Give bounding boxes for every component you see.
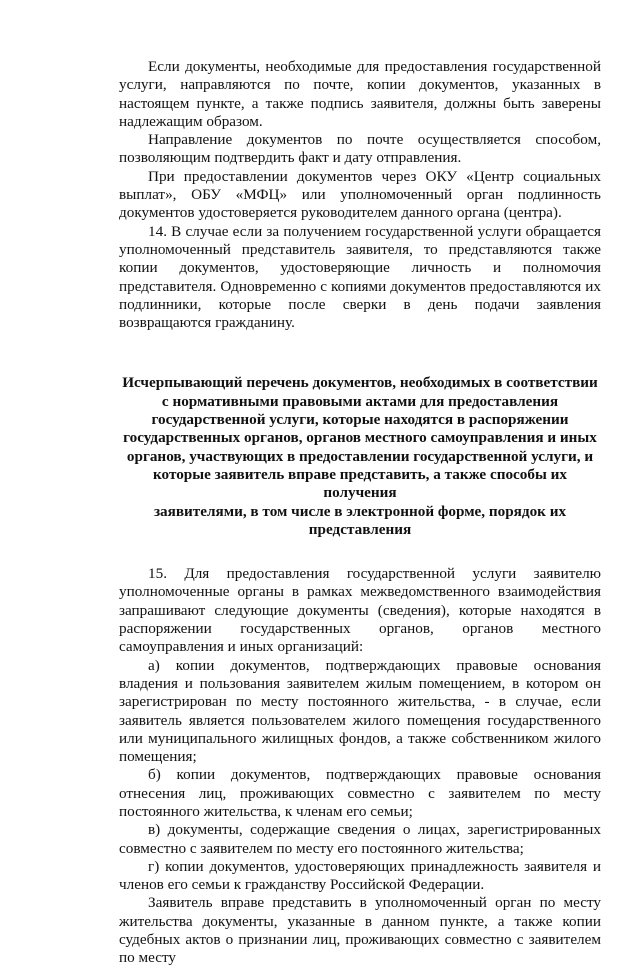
heading-line: с нормативными правовыми актами для предоставления: [161, 392, 559, 410]
paragraph-15: 15. Для предоставления государственной услуги заявителю уполномоченные органы в рамках межведомственного взаимодействия запрашивают следующие документы (сведения), которые находятся в распоряжении государственных органов, органов местного самоуправления и иных организаций:: [119, 565, 601, 656]
list-item-b: б) копии документов, подтверждающих правовые основания отнесения лиц, проживающих совместно с заявителем по месту постоянного жительства, к членам его семьи;: [119, 766, 601, 820]
paragraph-mail-method: Направление документов по почте осуществляется способом, позволяющим подтвердить факт и дату отправления.: [119, 131, 601, 167]
heading-line: государственной услуги, которые находятся в распоряжении: [151, 411, 569, 429]
paragraph-applicant-right: Заявитель вправе представить в уполномоченный орган по месту жительства документы, указанные в данном пункте, а также копии судебных актов о признании лиц, проживающих совместно с заявителем по месту: [119, 894, 601, 967]
section-heading: [119, 374, 601, 539]
list-item-v: в) документы, содержащие сведения о лицах, зарегистрированных совместно с заявителем по месту его постоянного жительства;: [119, 821, 601, 857]
heading-line: которые заявитель вправе представить, а также способы их получения: [153, 465, 567, 502]
heading-line: заявителями, в том числе в электронной форме, порядок их: [153, 502, 567, 520]
heading-line: представления: [308, 520, 412, 538]
document-page: [119, 58, 601, 968]
list-item-a: а) копии документов, подтверждающих правовые основания владения и пользования заявителем жилым помещением, в котором он зарегистрирован по месту постоянного жительства, - в случае, если заявитель является пользователем жилого помещения государственного или муниципального жилищных фондов, а также собственником жилого помещения;: [119, 656, 601, 766]
paragraph-14: 14. В случае если за получением государственной услуги обращается уполномоченный представитель заявителя, то представляются также копии документов, удостоверяющие личность и полномочия представителя. Одновременно с копиями документов предоставляются их подлинники, которые после сверки в день подачи заявления возвращаются гражданину.: [119, 222, 601, 332]
paragraph-authenticity: При предоставлении документов через ОКУ «Центр социальных выплат», ОБУ «МФЦ» или уполномоченный орган подлинность документов удостоверяется руководителем данного органа (центра).: [119, 167, 601, 222]
heading-line: Исчерпывающий перечень документов, необходимых в соответствии: [122, 374, 598, 392]
top-section: [119, 58, 601, 332]
heading-line: государственных органов, органов местного самоуправления и иных: [123, 429, 597, 447]
heading-line: органов, участвующих в предоставлении государственной услуги, и: [126, 447, 594, 465]
bottom-section: [119, 565, 601, 968]
list-item-g: г) копии документов, удостоверяющих принадлежность заявителя и членов его семьи к гражданству Российской Федерации.: [119, 857, 601, 894]
paragraph-mail-documents: Если документы, необходимые для предоставления государственной услуги, направляются по почте, копии документов, указанных в настоящем пункте, а также подпись заявителя, должны быть заверены надлежащим образом.: [119, 58, 601, 130]
